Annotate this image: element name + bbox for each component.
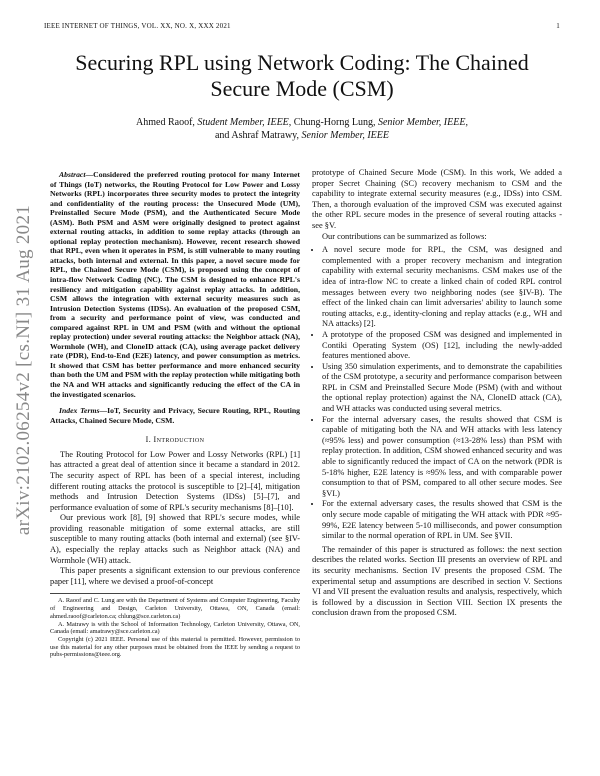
section-heading-introduction: I. Introduction <box>145 435 205 445</box>
footnote-copyright: Copyright (c) 2021 IEEE. Personal use of this material is permitted. However, permission to use this material for any other purposes must be obtained from the IEEE by sending a request to pubs-permissions@ieee.org. <box>50 635 300 659</box>
intro-paragraph-1: The Routing Protocol for Low Power and Lossy Networks (RPL) [1] has attracted a great deal of attention since it became a standard in 2012. The security aspect of RPL has been of a special interest, including different routing attacks the protocol is susceptible to [2]–[4], mitigation methods and Intrusion Detection Systems (IDSs) [5]–[7], and performance evaluation of some of RPL's security mechanisms [8]–[10]. <box>50 449 300 512</box>
author-matrawy-role: Senior Member, IEEE <box>301 130 390 141</box>
arxiv-id: arXiv:2102.06254v2 [cs.NI] 31 Aug 2021 <box>13 204 34 536</box>
left-column <box>50 170 300 659</box>
index-terms-text: —IoT, Security and Privacy, Secure Routing, RPL, Routing Attacks, Chained Secure Mode, CSM. <box>50 406 300 425</box>
index-terms-lead: Index Terms <box>59 406 100 416</box>
paper-title: Securing RPL using Network Coding: The Chained Secure Mode (CSM) <box>75 50 529 101</box>
footnote-affiliation-1: A. Raoof and C. Lung are with the Department of Systems and Computer Engineering, Faculty of Engineering and Design, Carleton University, Ottawa, ON, Canada (email: ahmed.raoof@carleton.ca; chlung@sce.carleton.ca) <box>50 597 300 620</box>
footnotes <box>50 593 300 659</box>
list-item: • A prototype of the proposed CSM was designed and implemented in Contiki Operating System (OS) [12], including the newly-added features mentioned above. <box>322 330 562 362</box>
author-matrawy: and Ashraf Matrawy, <box>214 130 302 141</box>
intro-paragraph-2: Our previous work [8], [9] showed that RPL's secure modes, while providing reasonable mitigation of some external attacks, are still susceptible to many routing attacks (both internal and external) (see §IV-A), especially the replay attacks such as Neighbor attack (NA) and Wormhole (WH) attack. <box>50 513 300 565</box>
author-line-2 <box>44 129 560 142</box>
right-column <box>312 168 562 619</box>
author-line-1 <box>44 116 560 129</box>
page-number: 1 <box>556 22 560 30</box>
abstract <box>50 170 300 399</box>
author-block <box>44 116 560 142</box>
author-lung-role: Senior Member, IEEE, <box>377 117 468 128</box>
abstract-text: —Considered the preferred routing protocol for many Internet of Things (IoT) networks, the Routing Protocol for Low Power and Lossy Networks (RPL) incorporates three security modes to protect the integrity and confidentiality of the routing process: the Unsecured Mode (UM), Preinstalled Secure Mode (PSM), and the Authenticated Secure Mode (ASM). Both PSM and ASM were originally designed to protect against external routing attacks, in addition to some replay attacks (through an optional replay protection mechanism). However, recent research showed that RPL, even when it operates in PSM, is still vulnerable to many routing attacks, both internal and external. In this paper, a novel secure mode for RPL, the Chained Secure Mode (CSM), is proposed using the concept of intra-flow Network Coding (NC). The CSM is designed to enhance RPL's resiliency and mitigation capability against replay attacks. In addition, CSM allows the integration with external security measures such as Intrusion Detection Systems (IDSs). An evaluation of the proposed CSM, from a security and performance point of view, was conducted and compared against RPL in UM and PSM (with and without the optional replay protection) under several routing attacks: the Neighbor attack (NA), Wormhole (WH), and CloneID attack (CA), using average packet delivery rate (PDR), End-to-End (E2E) latency, and power consumption as metrics. It showed that CSM has better performance and more enhanced security than both the UM and PSM with the replay protection while mitigating both the NA and WH attacks and significantly reducing the effect of the CA in the investigated scenarios. <box>50 170 300 399</box>
author-raoof: Ahmed Raoof, <box>136 117 198 128</box>
arxiv-stamp <box>6 160 42 580</box>
intro-paragraph-3: This paper presents a significant extension to our previous conference paper [11], where we devised a proof-of-concept <box>50 566 300 586</box>
footnote-affiliation-2: A. Matrawy is with the School of Information Technology, Carleton University, Ottawa, ON, Canada (email: amatrawy@sce.carleton.ca) <box>50 620 300 636</box>
paper-structure-paragraph: The remainder of this paper is structured as follows: the next section describes the related works. Section III presents an overview of RPL and its security mechanisms. Section IV presents the proposed CSM. The experimental setup and assumptions are described in section V. Sections VI and VII present the evaluation results and analysis, respectively, which is followed by a discussion in Section VIII. Section IX presents the conclusion drawn from the proposed CSM. <box>312 544 562 618</box>
running-header <box>44 22 560 30</box>
intro-paragraph-continued: prototype of Chained Secure Mode (CSM). In this work, We added a proper Secret Chaining (SC) recovery mechanism to CSM and the capability to integrate external security measures (e.g., IDSs) into CSM. Then, a thorough evaluation of the improved CSM was executed against the other RPL secure modes in the presence of several routing attacks - see §V. <box>312 168 562 230</box>
author-raoof-role: Student Member, IEEE, <box>197 117 292 128</box>
list-item: • For the internal adversary cases, the results showed that CSM is capable of mitigating both the NA and WH attacks with less latency (≈95% less) and power consumption (≈13-28% less) than PSM with replay protection. In addition, CSM showed enhanced security and was able to significantly reduced the impact of CA on the network (PDR is 5-18% higher, E2E latency is ≈95% less, and with comparable power consumption to that of PSM, compared to all other secure modes. See §VI.) <box>322 415 562 500</box>
list-item: • Using 350 simulation experiments, and to demonstrate the capabilities of the CSM prototype, a security and performance comparison between RPL in CSM and Preinstalled Secure Mode (PSM) (with and without the optional replay protection) against the NA, CloneID attack (CA), and WH attacks was conducted using several metrics. <box>322 362 562 415</box>
abstract-lead: Abstract <box>59 170 86 179</box>
list-item: • For the external adversary cases, the results showed that CSM is the only secure mode capable of mitigating the WH attack with PDR ≈95-99%, E2E latency between 5-10 milliseconds, and power consumption similar to the normal operation of RPL in UM. See §VII. <box>322 499 562 541</box>
journal-name: IEEE INTERNET OF THINGS, VOL. XX, NO. X, XXX 2021 <box>44 22 231 30</box>
contributions-intro: Our contributions can be summarized as follows: <box>322 231 487 241</box>
contributions-list <box>312 245 562 542</box>
author-lung: Chung-Horng Lung, <box>291 117 378 128</box>
list-item: • A novel secure mode for RPL, the CSM, was designed and complemented with a proper recovery mechanism and integration capability with external security mechanisms. CSM makes use of the idea of intra-flow NC to create a linked chain of coded RPL control messages between every two neighboring nodes (see §IV-B). The effect of the linked chain can limit adversaries' ability to launch some routing attacks, e.g., identity-cloning and replay attacks (e.g., WH and NA attacks) [2]. <box>322 245 562 330</box>
index-terms <box>50 406 300 425</box>
